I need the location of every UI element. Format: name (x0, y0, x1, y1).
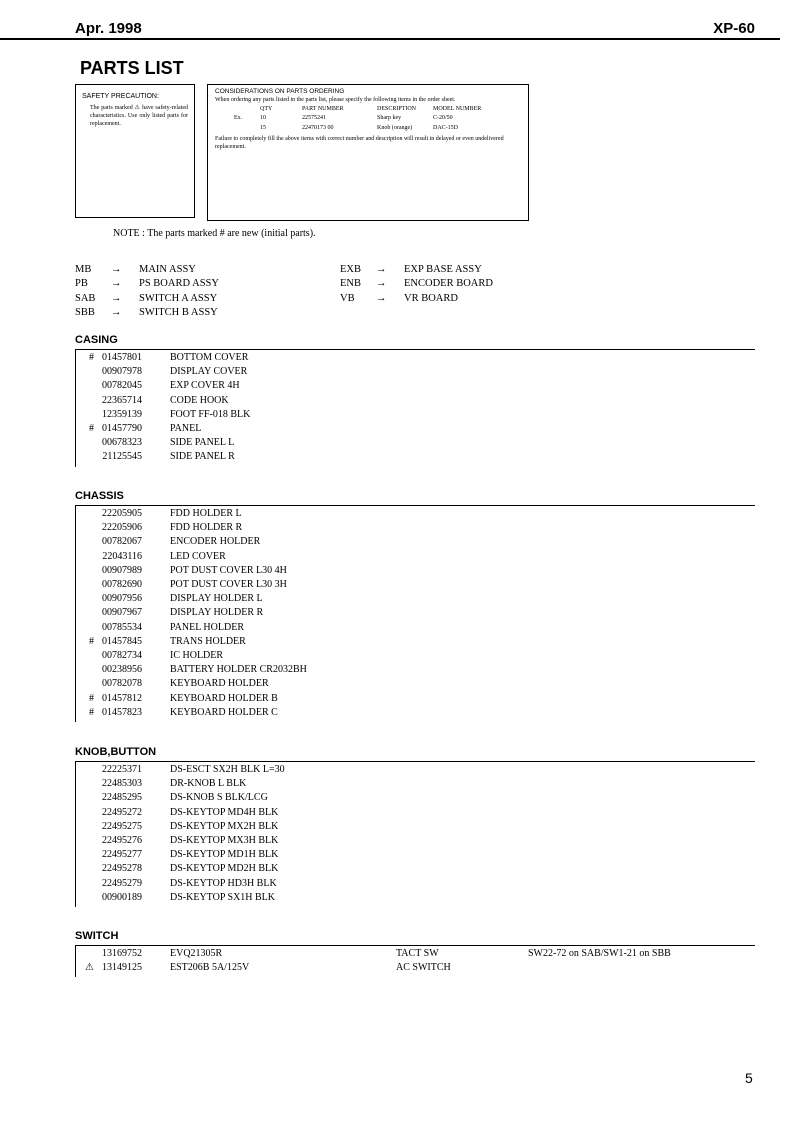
parts-row (0, 450, 793, 464)
ordering-intro: When ordering any parts listed in the parts list, please specify the following items in the order sheet. (215, 97, 456, 103)
ordering-box (207, 84, 529, 221)
arrow-icon: → (376, 264, 387, 275)
abbr-code: VB (340, 293, 355, 304)
section-title: CHASSIS (75, 490, 124, 502)
part-number: 22225371 (102, 764, 142, 775)
parts-row (0, 606, 793, 620)
part-description: DS-KEYTOP SX1H BLK (170, 891, 276, 903)
part-description: IC HOLDER (170, 650, 224, 661)
part-number: 00782734 (102, 650, 142, 661)
ordering-ex1-qty: 10 (260, 115, 266, 121)
part-description: EST206B 5A/125V (170, 962, 250, 974)
parts-row (0, 820, 793, 834)
part-number: 00900189 (102, 891, 142, 903)
part-description: DS-KEYTOP MX3H BLK (170, 835, 279, 846)
header-model: XP-60 (713, 20, 755, 37)
part-number: 00907978 (102, 366, 142, 378)
part-location: SW22-72 on SAB/SW1-21 on SBB (528, 948, 671, 959)
part-description: DS-ESCT SX2H BLK L=30 (170, 764, 285, 775)
new-part-mark: # (89, 352, 94, 363)
ordering-col-model: MODEL NUMBER (433, 106, 482, 112)
part-number: 22495276 (102, 835, 142, 846)
part-description: DISPLAY HOLDER L (170, 593, 263, 605)
abbr-name: SWITCH A ASSY (139, 293, 218, 304)
part-number: 00782078 (102, 678, 142, 690)
part-description: POT DUST COVER L30 4H (170, 564, 287, 576)
part-description: BOTTOM COVER (170, 352, 249, 363)
parts-row (0, 848, 793, 862)
part-description: FDD HOLDER L (170, 508, 242, 519)
parts-row (0, 649, 793, 663)
parts-row (0, 763, 793, 777)
page-number: 5 (745, 1070, 753, 1086)
parts-row (0, 777, 793, 791)
new-part-mark: # (89, 706, 94, 718)
arrow-icon: → (376, 278, 387, 289)
part-number: 01457823 (102, 706, 142, 718)
new-part-mark: # (89, 692, 94, 704)
parts-row (0, 422, 793, 436)
abbr-name: VR BOARD (404, 293, 458, 304)
part-description: ENCODER HOLDER (170, 536, 261, 548)
part-description: TRANS HOLDER (170, 635, 246, 647)
parts-row (0, 507, 793, 521)
part-description: SIDE PANEL L (170, 437, 235, 449)
part-number: 00782067 (102, 536, 142, 548)
part-number: 22495272 (102, 806, 142, 818)
parts-row (0, 351, 793, 365)
part-description: DS-KEYTOP MD2H BLK (170, 863, 279, 875)
parts-row (0, 564, 793, 578)
parts-row (0, 394, 793, 408)
part-description: KEYBOARD HOLDER (170, 678, 269, 690)
section-title: KNOB,BUTTON (75, 746, 157, 758)
new-parts-note: NOTE : The parts marked # are new (initial parts). (113, 228, 316, 239)
parts-row (0, 379, 793, 393)
part-description: DS-KEYTOP MD1H BLK (170, 849, 279, 861)
parts-row (0, 877, 793, 891)
parts-row (0, 834, 793, 848)
part-remark: AC SWITCH (396, 962, 451, 974)
part-number: 22495275 (102, 820, 142, 832)
abbr-code: SAB (75, 293, 96, 304)
parts-row (0, 535, 793, 549)
safety-body: The parts marked ⚠ have safety-related characteristics. Use only listed parts for replacement. (90, 105, 188, 127)
part-number: 22043116 (102, 550, 142, 562)
new-part-mark: # (89, 423, 94, 434)
abbr-code: SBB (75, 307, 95, 318)
ordering-ex2-desc: Knob (orange) (377, 125, 413, 131)
part-number: 13169752 (102, 948, 142, 959)
abbr-code: MB (75, 264, 92, 275)
part-number: 22485295 (102, 792, 142, 804)
part-number: 00782045 (102, 380, 142, 392)
part-number: 00907989 (102, 564, 142, 576)
part-number: 22495278 (102, 863, 142, 875)
header-rule (0, 38, 780, 40)
parts-row (0, 791, 793, 805)
ordering-example-label: Ex. (234, 115, 243, 121)
part-number: 00678323 (102, 437, 142, 449)
part-number: 22205906 (102, 522, 142, 534)
part-description: DISPLAY HOLDER R (170, 607, 264, 619)
new-part-mark: # (89, 635, 94, 647)
section-rule (75, 505, 755, 506)
section-rule (75, 761, 755, 762)
ordering-ex1-model: C-20/50 (433, 115, 453, 121)
arrow-icon: → (376, 293, 387, 304)
part-description: DS-KEYTOP HD3H BLK (170, 877, 277, 889)
part-description: CODE HOOK (170, 394, 229, 406)
part-description: FOOT FF-018 BLK (170, 408, 251, 420)
part-number: 22495277 (102, 849, 142, 861)
part-number: 01457845 (102, 635, 142, 647)
safety-title: SAFETY PRECAUTION: (82, 93, 159, 100)
part-number: 00785534 (102, 621, 142, 633)
ordering-ex1-part: 22575241 (302, 115, 326, 121)
part-number: 22485303 (102, 778, 142, 790)
part-number: 22365714 (102, 394, 142, 406)
section-rule (75, 945, 755, 946)
parts-row (0, 706, 793, 720)
abbr-name: PS BOARD ASSY (139, 278, 219, 289)
ordering-col-qty: QTY (260, 106, 273, 112)
part-description: EXP COVER 4H (170, 380, 240, 392)
arrow-icon: → (111, 293, 122, 304)
parts-row (0, 621, 793, 635)
section-title: SWITCH (75, 930, 119, 942)
parts-row (0, 677, 793, 691)
ordering-title: CONSIDERATIONS ON PARTS ORDERING (215, 88, 345, 95)
page-title: PARTS LIST (80, 58, 184, 78)
parts-row (0, 961, 793, 975)
part-number: 01457801 (102, 352, 142, 363)
part-description: DS-KEYTOP MX2H BLK (170, 820, 279, 832)
section-rule (75, 349, 755, 350)
part-description: DISPLAY COVER (170, 366, 248, 378)
abbr-name: ENCODER BOARD (404, 278, 493, 289)
parts-row (0, 806, 793, 820)
part-description: LED COVER (170, 550, 226, 562)
part-description: KEYBOARD HOLDER C (170, 706, 278, 718)
arrow-icon: → (111, 278, 122, 289)
part-number: 22495279 (102, 877, 142, 889)
part-remark: TACT SW (396, 948, 439, 959)
parts-row (0, 635, 793, 649)
part-number: 01457790 (102, 423, 142, 434)
parts-row (0, 550, 793, 564)
abbr-name: MAIN ASSY (139, 264, 196, 275)
part-description: KEYBOARD HOLDER B (170, 692, 278, 704)
part-description: BATTERY HOLDER CR2032BH (170, 664, 307, 676)
parts-row (0, 862, 793, 876)
part-number: 12359139 (102, 408, 142, 420)
abbr-name: EXP BASE ASSY (404, 264, 482, 275)
abbr-code: EXB (340, 264, 361, 275)
parts-row (0, 521, 793, 535)
part-number: 00782690 (102, 579, 142, 590)
header-date: Apr. 1998 (75, 20, 142, 37)
parts-row (0, 592, 793, 606)
ordering-ex2-qty: 15 (260, 125, 266, 131)
ordering-ex1-desc: Sharp key (377, 115, 402, 121)
abbr-code: PB (75, 278, 88, 289)
part-description: PANEL HOLDER (170, 621, 244, 633)
part-description: POT DUST COVER L30 3H (170, 579, 287, 590)
parts-row (0, 663, 793, 677)
part-number: 00907956 (102, 593, 142, 605)
part-description: DR-KNOB L BLK (170, 778, 247, 790)
part-description: EVQ21305R (170, 948, 223, 959)
part-description: PANEL (170, 423, 202, 434)
section-title: CASING (75, 334, 118, 346)
part-number: 21125545 (102, 451, 142, 463)
parts-row (0, 365, 793, 379)
parts-row (0, 947, 793, 961)
abbr-code: ENB (340, 278, 361, 289)
part-description: SIDE PANEL R (170, 451, 235, 463)
parts-row (0, 436, 793, 450)
ordering-ex2-part: 22470173 00 (302, 125, 334, 131)
ordering-failure-note: Failure to completely fill the above items with correct number and description will result in delayed or even undelivered replacement. (215, 136, 504, 150)
arrow-icon: → (111, 307, 122, 318)
parts-row (0, 692, 793, 706)
parts-row (0, 408, 793, 422)
ordering-ex2-model: DAC-15D (433, 125, 458, 131)
part-description: DS-KEYTOP MD4H BLK (170, 806, 279, 818)
arrow-icon: → (111, 264, 122, 275)
part-number: 00238956 (102, 664, 142, 676)
part-description: FDD HOLDER R (170, 522, 243, 534)
ordering-col-part: PART NUMBER (302, 106, 344, 112)
part-number: 22205905 (102, 508, 142, 519)
ordering-col-desc: DESCRIPTION (377, 106, 417, 112)
part-number: 13149125 (102, 962, 142, 974)
parts-row (0, 578, 793, 592)
safety-warning-icon: ⚠ (85, 962, 94, 974)
part-number: 01457812 (102, 692, 142, 704)
abbr-name: SWITCH B ASSY (139, 307, 218, 318)
part-number: 00907967 (102, 607, 142, 619)
parts-row (0, 891, 793, 905)
part-description: DS-KNOB S BLK/LCG (170, 792, 268, 804)
